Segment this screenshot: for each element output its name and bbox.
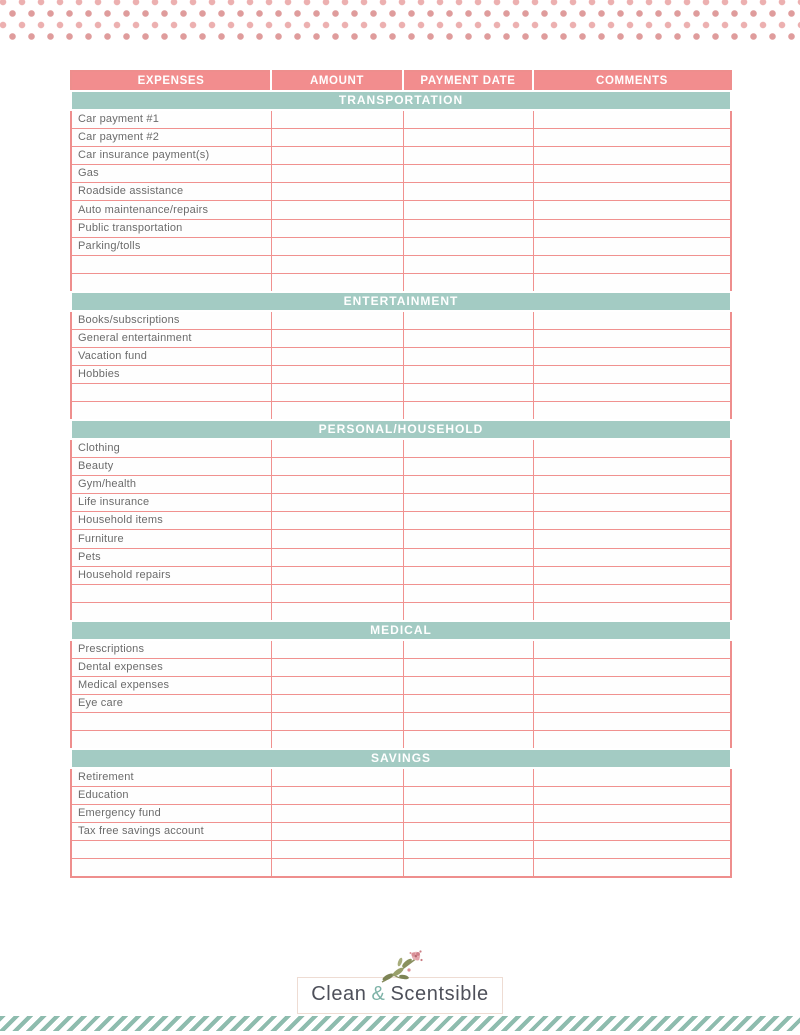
payment-date-cell [403,329,533,347]
expense-row [71,713,731,731]
payment-date-cell [403,823,533,841]
expense-row [71,311,731,329]
amount-cell [271,585,403,603]
amount-cell [271,402,403,420]
brand-word-scentsible: Scentsible [390,983,489,1005]
section-title: MEDICAL [71,621,731,640]
payment-date-cell [403,841,533,859]
comments-cell [533,110,731,128]
comments-cell [533,329,731,347]
expense-label-cell: Household items [71,512,271,530]
payment-date-cell [403,146,533,164]
expense-row [71,494,731,512]
expense-label-cell: Hobbies [71,365,271,383]
expense-label-cell: Auto maintenance/repairs [71,201,271,219]
expense-label-cell [71,384,271,402]
expense-row [71,603,731,621]
expense-label-cell [71,585,271,603]
expense-row [71,237,731,255]
expense-row [71,823,731,841]
payment-date-cell [403,457,533,475]
expense-row [71,512,731,530]
expense-label-cell: General entertainment [71,329,271,347]
section-title: SAVINGS [71,749,731,768]
expense-row [71,110,731,128]
expense-label-cell: Parking/tolls [71,237,271,255]
amount-cell [271,183,403,201]
expense-label-cell: Household repairs [71,566,271,584]
comments-cell [533,494,731,512]
amount-cell [271,439,403,457]
amount-cell [271,475,403,493]
payment-date-cell [403,530,533,548]
payment-date-cell [403,110,533,128]
payment-date-cell [403,274,533,292]
amount-cell [271,694,403,712]
expense-label-cell: Pets [71,548,271,566]
column-header-payment-date: PAYMENT DATE [403,71,533,91]
expense-label-cell: Life insurance [71,494,271,512]
expense-row [71,566,731,584]
expense-label-cell: Prescriptions [71,640,271,658]
amount-cell [271,347,403,365]
payment-date-cell [403,128,533,146]
comments-cell [533,219,731,237]
comments-cell [533,384,731,402]
payment-date-cell [403,237,533,255]
comments-cell [533,768,731,786]
comments-cell [533,731,731,749]
comments-cell [533,603,731,621]
expense-label-cell: Tax free savings account [71,823,271,841]
amount-cell [271,110,403,128]
comments-cell [533,530,731,548]
payment-date-cell [403,365,533,383]
amount-cell [271,201,403,219]
expense-label-cell: Gas [71,165,271,183]
payment-date-cell [403,219,533,237]
expense-row [71,731,731,749]
expense-label-cell [71,603,271,621]
amount-cell [271,256,403,274]
expense-row [71,274,731,292]
section-header-row [71,749,731,768]
amount-cell [271,311,403,329]
payment-date-cell [403,694,533,712]
payment-date-cell [403,548,533,566]
expense-row [71,165,731,183]
comments-cell [533,457,731,475]
flower-sprig-icon [374,948,426,988]
brand-word-clean: Clean [311,983,367,1005]
expense-row [71,201,731,219]
amount-cell [271,603,403,621]
amount-cell [271,384,403,402]
comments-cell [533,365,731,383]
payment-date-cell [403,183,533,201]
payment-date-cell [403,786,533,804]
comments-cell [533,183,731,201]
comments-cell [533,128,731,146]
amount-cell [271,658,403,676]
section-header-row [71,292,731,311]
payment-date-cell [403,402,533,420]
expense-row [71,548,731,566]
section-title: PERSONAL/HOUSEHOLD [71,420,731,439]
expense-label-cell: Books/subscriptions [71,311,271,329]
amount-cell [271,219,403,237]
payment-date-cell [403,512,533,530]
payment-date-cell [403,603,533,621]
expense-row [71,128,731,146]
amount-cell [271,365,403,383]
payment-date-cell [403,384,533,402]
comments-cell [533,512,731,530]
amount-cell [271,731,403,749]
amount-cell [271,804,403,822]
comments-cell [533,146,731,164]
payment-date-cell [403,165,533,183]
expense-label-cell: Dental expenses [71,658,271,676]
expense-row [71,585,731,603]
comments-cell [533,439,731,457]
budget-table-container [70,70,730,878]
expense-label-cell [71,713,271,731]
amount-cell [271,640,403,658]
amount-cell [271,530,403,548]
comments-cell [533,165,731,183]
amount-cell [271,512,403,530]
expense-row [71,694,731,712]
polka-dot-banner [0,0,800,44]
diagonal-stripe-border [0,1016,800,1031]
expense-row [71,146,731,164]
payment-date-cell [403,494,533,512]
comments-cell [533,841,731,859]
expense-label-cell: Car payment #2 [71,128,271,146]
expense-row [71,658,731,676]
expense-label-cell: Education [71,786,271,804]
comments-cell [533,475,731,493]
payment-date-cell [403,256,533,274]
comments-cell [533,823,731,841]
amount-cell [271,548,403,566]
payment-date-cell [403,201,533,219]
column-header-comments: COMMENTS [533,71,731,91]
expense-label-cell: Beauty [71,457,271,475]
amount-cell [271,274,403,292]
expense-row [71,841,731,859]
expense-row [71,475,731,493]
brand-footer [0,948,800,1014]
expense-row [71,347,731,365]
expense-label-cell: Public transportation [71,219,271,237]
comments-cell [533,585,731,603]
expense-row [71,530,731,548]
amount-cell [271,676,403,694]
expense-label-cell [71,841,271,859]
payment-date-cell [403,731,533,749]
expense-label-cell [71,402,271,420]
expense-label-cell [71,859,271,877]
payment-date-cell [403,475,533,493]
payment-date-cell [403,566,533,584]
payment-date-cell [403,439,533,457]
expense-label-cell [71,256,271,274]
expense-label-cell: Emergency fund [71,804,271,822]
expense-label-cell [71,274,271,292]
amount-cell [271,786,403,804]
amount-cell [271,329,403,347]
amount-cell [271,146,403,164]
expense-row [71,256,731,274]
expense-label-cell: Gym/health [71,475,271,493]
section-title: TRANSPORTATION [71,91,731,110]
expense-row [71,786,731,804]
expense-row [71,402,731,420]
column-header-expenses: EXPENSES [71,71,271,91]
comments-cell [533,658,731,676]
comments-cell [533,713,731,731]
expense-row [71,365,731,383]
payment-date-cell [403,713,533,731]
expense-row [71,329,731,347]
expense-label-cell: Car insurance payment(s) [71,146,271,164]
comments-cell [533,548,731,566]
expense-label-cell: Medical expenses [71,676,271,694]
comments-cell [533,566,731,584]
budget-table [70,70,732,878]
comments-cell [533,311,731,329]
column-header-amount: AMOUNT [271,71,403,91]
expense-label-cell [71,731,271,749]
comments-cell [533,201,731,219]
expense-row [71,183,731,201]
expense-label-cell: Furniture [71,530,271,548]
expense-row [71,804,731,822]
amount-cell [271,768,403,786]
amount-cell [271,494,403,512]
section-header-row [71,621,731,640]
payment-date-cell [403,804,533,822]
comments-cell [533,402,731,420]
expense-row [71,219,731,237]
amount-cell [271,566,403,584]
payment-date-cell [403,859,533,877]
comments-cell [533,237,731,255]
expense-label-cell: Car payment #1 [71,110,271,128]
comments-cell [533,347,731,365]
section-header-row [71,91,731,110]
comments-cell [533,859,731,877]
payment-date-cell [403,311,533,329]
expense-label-cell: Eye care [71,694,271,712]
expense-label-cell: Vacation fund [71,347,271,365]
payment-date-cell [403,640,533,658]
amount-cell [271,457,403,475]
payment-date-cell [403,676,533,694]
expense-row [71,859,731,877]
amount-cell [271,165,403,183]
amount-cell [271,237,403,255]
expense-row [71,676,731,694]
section-title: ENTERTAINMENT [71,292,731,311]
payment-date-cell [403,658,533,676]
comments-cell [533,804,731,822]
comments-cell [533,786,731,804]
amount-cell [271,841,403,859]
payment-date-cell [403,768,533,786]
expense-row [71,439,731,457]
comments-cell [533,256,731,274]
amount-cell [271,859,403,877]
comments-cell [533,640,731,658]
payment-date-cell [403,347,533,365]
amount-cell [271,128,403,146]
comments-cell [533,274,731,292]
expense-row [71,768,731,786]
amount-cell [271,713,403,731]
amount-cell [271,823,403,841]
expense-row [71,457,731,475]
section-header-row [71,420,731,439]
expense-label-cell: Retirement [71,768,271,786]
brand-ampersand: & [371,983,386,1005]
expense-row [71,384,731,402]
expense-label-cell: Clothing [71,439,271,457]
expense-label-cell: Roadside assistance [71,183,271,201]
payment-date-cell [403,585,533,603]
comments-cell [533,694,731,712]
expense-row [71,640,731,658]
column-header-row [71,71,731,91]
comments-cell [533,676,731,694]
